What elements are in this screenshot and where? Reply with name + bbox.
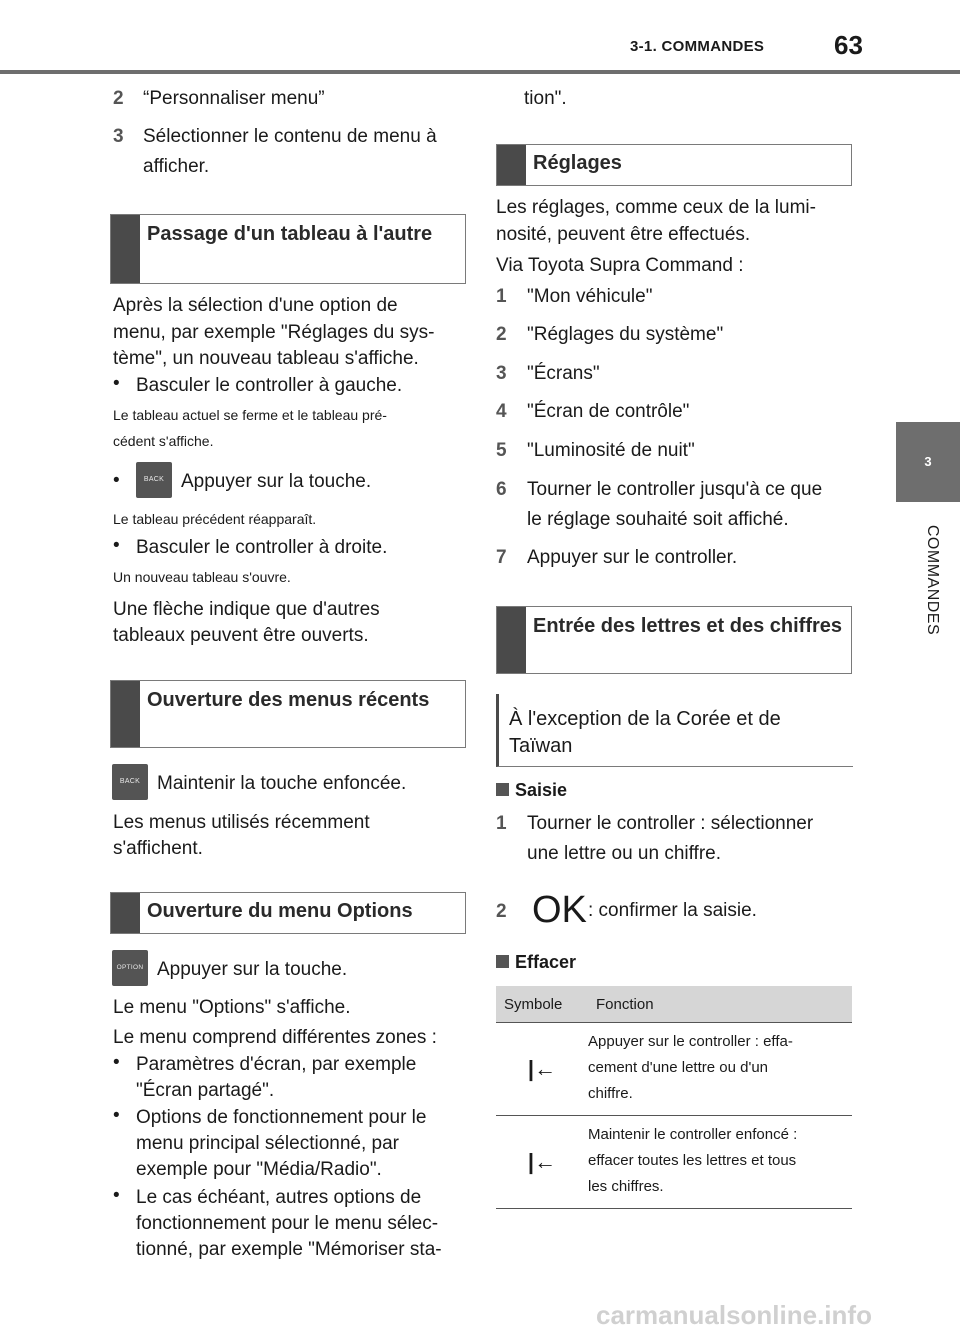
table-cell-line: les chiffres. [588,1178,664,1195]
small-note-line: Le tableau actuel se ferme et le tableau pré- [113,407,387,423]
table-header-cell: Fonction [588,986,852,1023]
bullet-text: Paramètres d'écran, par exemple [136,1054,417,1075]
bullet-dot: • [113,1052,120,1073]
step-text: Tourner le controller jusqu'à ce que [527,479,823,500]
table-header-cell: Symbole [496,986,588,1023]
chapter-label: COMMANDES [924,524,941,636]
table-cell [588,1116,852,1209]
bullet-dot: • [113,373,120,394]
table-row [496,1023,852,1116]
small-note-line: cédent s'affiche. [113,433,214,449]
delete-symbol-icon: |← [496,1116,588,1209]
paragraph-line: menu, par exemple "Réglages du sys- [113,322,435,343]
back-button-icon: BACK [112,764,148,800]
page-number: 63 [834,30,863,60]
section-heading-bar [497,607,526,673]
bullet-text: Le cas échéant, autres options de [136,1187,422,1208]
table-header-row [496,986,852,1023]
step-text: "Luminosité de nuit" [527,440,695,461]
section-heading-bar [497,145,526,185]
section-heading-bar [111,893,140,933]
step-text: “Personnaliser menu” [143,88,325,109]
subheading-saisie [496,780,567,801]
bullet-text: Basculer le controller à gauche. [136,375,403,396]
table-cell-line: effacer toutes les lettres et tous [588,1152,797,1169]
step-text: "Écran de contrôle" [527,401,690,422]
paragraph-line: s'affichent. [113,838,203,859]
ok-icon: OK [532,889,587,931]
table-cell-line: Maintenir le controller enfoncé : [588,1126,798,1143]
section-heading-box [110,214,466,284]
bullet-text: fonctionnement pour le menu sélec- [136,1213,439,1234]
bullet-text: Options de fonctionnement pour le [136,1107,427,1128]
table-cell-line: cement d'une lettre ou d'un [588,1059,769,1076]
watermark: carmanualsonline.info [596,1300,872,1330]
step-text: le réglage souhaité soit affiché. [527,509,789,530]
paragraph-line: Les réglages, comme ceux de la lumi- [496,197,816,218]
paragraph-line: Après la sélection d'une option de [113,295,398,316]
step-number: 6 [496,479,507,500]
section-heading-box [496,606,852,674]
paragraph-line: Une flèche indique que d'autres [113,599,380,620]
step-number: 5 [496,440,507,461]
chapter-tab: 3 [896,422,960,502]
bullet-dot: • [113,535,120,556]
bullet-dot: • [113,470,120,491]
section-heading-bar [111,681,140,747]
step-number: 3 [496,363,507,384]
option-button-icon: OPTION [112,950,148,986]
small-note: Un nouveau tableau s'ouvre. [113,569,291,585]
square-bullet-icon [496,955,509,968]
header-rule [0,70,960,74]
section-heading-box [110,892,466,934]
section-heading-box [496,144,852,186]
bullet-text: Basculer le controller à droite. [136,537,388,558]
section-heading: Entrée des lettres et des chiffres [533,615,843,637]
square-bullet-icon [496,783,509,796]
small-note: Le tableau précédent réapparaît. [113,511,317,527]
step-number: 3 [113,126,124,147]
section-heading: Ouverture du menu Options [147,900,413,922]
symbol-table [496,986,852,1209]
paragraph: Via Toyota Supra Command : [496,255,744,276]
subheading-effacer [496,952,576,973]
step-text: "Écrans" [527,363,600,384]
step-number: 2 [113,88,124,109]
section-heading: Passage d'un tableau à l'autre [147,223,433,245]
subheading-text: Saisie [515,780,568,800]
step-number: 7 [496,547,507,568]
step-number: 2 [496,324,507,345]
paragraph-line: tableaux peuvent être ouverts. [113,625,369,646]
step-text: Sélectionner le contenu de menu à [143,126,437,147]
icon-caption: Appuyer sur la touche. [157,959,348,980]
step-number: 1 [496,813,507,834]
step-number: 1 [496,286,507,307]
section-heading: Ouverture des menus récents [147,689,430,711]
bullet-text: "Écran partagé". [136,1080,275,1101]
subheading-text: Effacer [515,952,577,972]
step-text: "Mon véhicule" [527,286,653,307]
table-cell [588,1023,852,1116]
paragraph: Le menu "Options" s'affiche. [113,997,351,1018]
step-text: "Réglages du système" [527,324,724,345]
paragraph-line: Les menus utilisés récemment [113,812,370,833]
delete-symbol-icon: |← [496,1023,588,1116]
step-text: Tourner le controller : sélectionner [527,813,814,834]
bullet-dot: • [113,1185,120,1206]
table-cell-line: Appuyer sur le controller : effa- [588,1033,793,1050]
bullet-text: Appuyer sur la touche. [181,471,372,492]
table-cell-line: chiffre. [588,1085,633,1102]
header-section-title: 3-1. COMMANDES [630,38,765,55]
icon-caption: Maintenir la touche enfoncée. [157,773,407,794]
step-text: une lettre ou un chiffre. [527,843,721,864]
bullet-text: exemple pour "Média/Radio". [136,1159,382,1180]
paragraph-line: tème", un nouveau tableau s'affiche. [113,348,419,369]
section-heading-bar [111,215,140,283]
region-note-box [496,694,853,767]
paragraph-line: nosité, peuvent être effectués. [496,224,751,245]
continuation-text: tion". [524,88,567,109]
step-text: Appuyer sur le controller. [527,547,738,568]
section-heading: Réglages [533,152,622,174]
step-number: 4 [496,401,507,422]
bullet-text: menu principal sélectionné, par [136,1133,399,1154]
bullet-text: tionné, par exemple "Mémoriser sta- [136,1239,442,1260]
step-text: : confirmer la saisie. [588,900,757,921]
back-button-icon: BACK [136,462,172,498]
step-text: afficher. [143,156,210,177]
region-note-title: À l'exception de la Corée et de Taïwan [509,708,781,757]
step-number: 2 [496,901,507,922]
paragraph: Le menu comprend différentes zones : [113,1027,437,1048]
table-row [496,1116,852,1209]
bullet-dot: • [113,1105,120,1126]
section-heading-box [110,680,466,748]
